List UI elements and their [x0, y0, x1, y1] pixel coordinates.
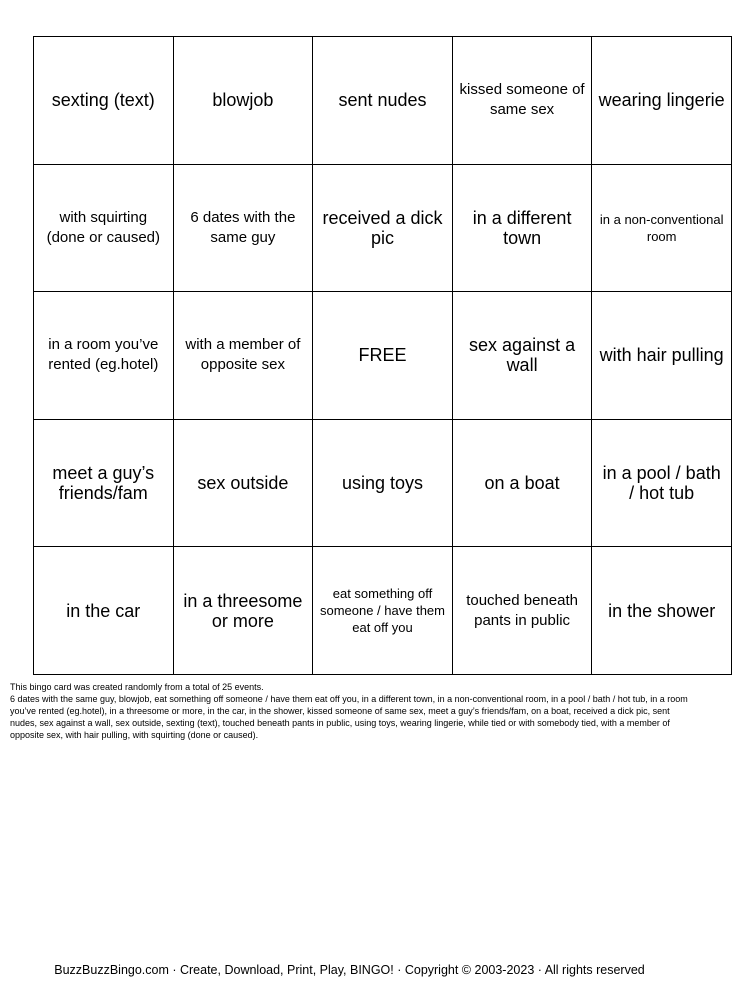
bingo-row — [34, 547, 732, 675]
bingo-cell: blowjob — [173, 37, 313, 165]
bingo-cell: with hair pulling — [592, 292, 732, 420]
bingo-cell: using toys — [313, 419, 453, 547]
bingo-cell: sent nudes — [313, 37, 453, 165]
card-info-text: This bingo card was created randomly from a total of 25 events. — [10, 682, 264, 692]
bingo-row — [34, 37, 732, 165]
bingo-row — [34, 292, 732, 420]
bingo-cell: touched beneath pants in public — [452, 547, 592, 675]
bingo-cell: received a dick pic — [313, 164, 453, 292]
bingo-cell: in a room you’ve rented (eg.hotel) — [34, 292, 174, 420]
bingo-cell: in a pool / bath / hot tub — [592, 419, 732, 547]
event-list-text: 6 dates with the same guy, blowjob, eat something off someone / have them eat off you, in a different town, in a non-conventional room, in a pool / bath / hot tub, in a room you’ve rented (eg.hotel), in a threesome or more, in the car, in the shower, kissed someone of same sex, meet a guy’s friends/fam, on a boat, received a dick pic, sent nudes, sex against a wall, sex outside, sexting (text), touched beneath pants in public, using toys, wearing lingerie, while tied or with somebody tied, with a member of opposite sex, with hair pulling, with squirting (done or caused). — [10, 694, 688, 740]
bingo-cell: meet a guy’s friends/fam — [34, 419, 174, 547]
bingo-cell: in a different town — [452, 164, 592, 292]
bingo-card-grid — [33, 36, 732, 675]
bingo-cell: 6 dates with the same guy — [173, 164, 313, 292]
bingo-cell: on a boat — [452, 419, 592, 547]
bingo-cell: sex against a wall — [452, 292, 592, 420]
bingo-cell: wearing lingerie — [592, 37, 732, 165]
bingo-cell: in a non-conventional room — [592, 164, 732, 292]
footer-copyright: BuzzBuzzBingo.com · Create, Download, Print, Play, BINGO! · Copyright © 2003-2023 · All rights reserved — [54, 963, 645, 977]
bingo-cell: with squirting (done or caused) — [34, 164, 174, 292]
bingo-cell: sexting (text) — [34, 37, 174, 165]
bingo-cell: in the shower — [592, 547, 732, 675]
bingo-cell: with a member of opposite sex — [173, 292, 313, 420]
bingo-cell: sex outside — [173, 419, 313, 547]
bingo-cell: kissed someone of same sex — [452, 37, 592, 165]
bingo-cell: in the car — [34, 547, 174, 675]
bingo-cell: eat something off someone / have them eat off you — [313, 547, 453, 675]
bingo-row — [34, 419, 732, 547]
bingo-cell: in a threesome or more — [173, 547, 313, 675]
bingo-cell: FREE — [313, 292, 453, 420]
bingo-row — [34, 164, 732, 292]
